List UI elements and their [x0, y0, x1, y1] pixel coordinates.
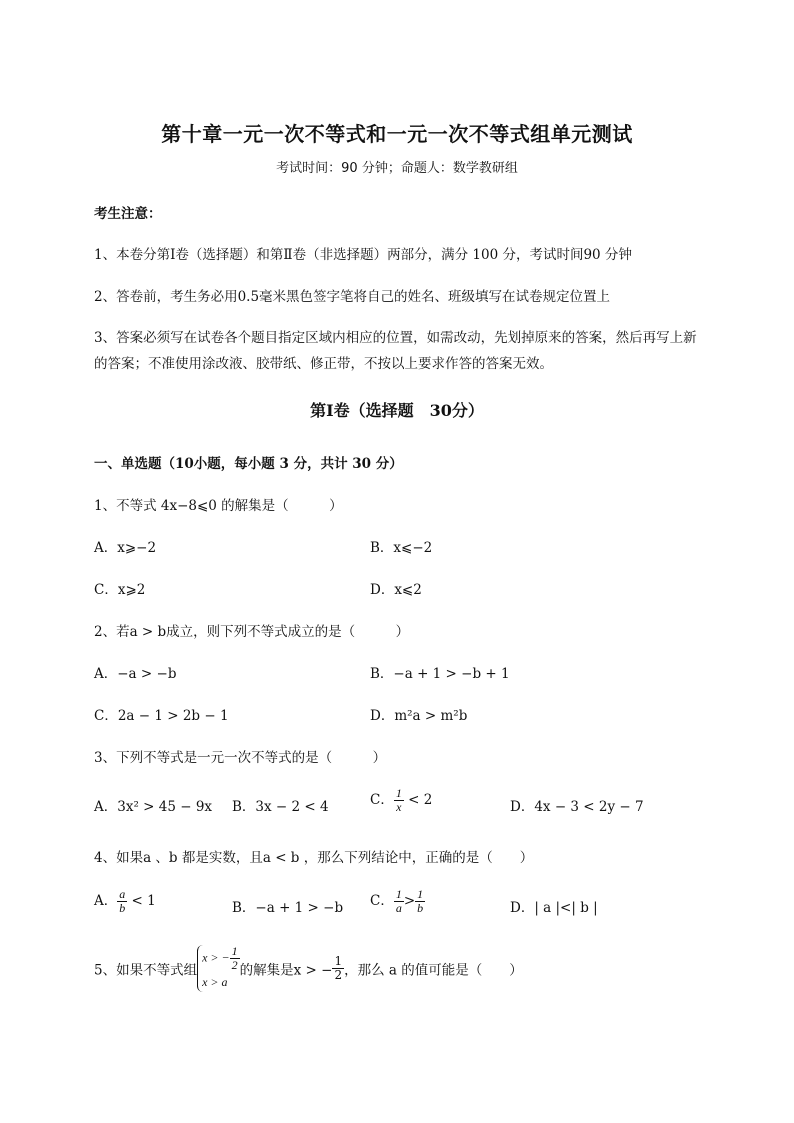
page-subtitle: 考试时间：90 分钟；命题人：数学教研组: [276, 161, 518, 176]
q1-option-d[interactable]: D．x⩽2: [370, 582, 422, 598]
question-4-text: 4、如果a 、b 都是实数，且a < b ，那么下列结论中，正确的是（ ）: [94, 850, 534, 866]
q5-mid-num: 1: [334, 954, 343, 968]
notice-item-3-cont: 的答案；不准使用涂改液、胶带纸、修正带，不按以上要求作答的答案无效。: [94, 356, 553, 372]
q3-option-a[interactable]: A．3x² > 45 − 9x: [94, 799, 213, 815]
q2-option-a[interactable]: A．−a > −b: [94, 666, 177, 682]
q4-option-c-mid: >: [403, 893, 416, 909]
q4-option-a-num: a: [119, 887, 126, 901]
q3-option-c-num: 1: [395, 786, 402, 800]
q2-option-d[interactable]: D．m²a > m²b: [370, 708, 468, 724]
q4-option-c-den-2: b: [417, 901, 424, 915]
q4-option-c-den-1: a: [395, 901, 402, 915]
part-heading: 一、单选题（10小题，每小题 3 分，共计 30 分）: [94, 456, 403, 472]
q4-option-c-fraction-1: [394, 888, 404, 915]
q1-option-b[interactable]: B．x⩽−2: [370, 540, 433, 556]
q5-suffix: ，那么 a 的值可能是（ ）: [344, 962, 523, 979]
q5-prefix: 5、如果不等式组: [94, 962, 198, 979]
q4-option-c-fraction-2: [415, 888, 425, 915]
question-3-text: 3、下列不等式是一元一次不等式的是（ ）: [94, 750, 387, 766]
q4-option-a[interactable]: [94, 888, 156, 915]
question-1-text: 1、不等式 4x−8⩽0 的解集是（ ）: [94, 498, 343, 514]
q2-option-b[interactable]: B．−a + 1 > −b + 1: [370, 666, 510, 682]
q3-option-d[interactable]: D．4x − 3 < 2y − 7: [510, 799, 644, 815]
q5-mid-den: 2: [334, 968, 343, 982]
q5-line1-den: 2: [231, 958, 238, 972]
q3-option-b[interactable]: B．3x − 2 < 4: [232, 799, 329, 815]
notice-heading: 考生注意：: [94, 206, 162, 222]
q5-inequality-system: [197, 945, 240, 992]
section-title: 第Ⅰ卷（选择题 30分）: [310, 401, 484, 420]
q4-option-d[interactable]: D．| a |<| b |: [510, 900, 598, 916]
q4-option-c-num-2: 1: [417, 887, 424, 901]
notice-item-1: 1、本卷分第Ⅰ卷（选择题）和第Ⅱ卷（非选择题）两部分，满分 100 分，考试时间90 分钟: [94, 247, 632, 263]
page-title: 第十章一元一次不等式和一元一次不等式组单元测试: [161, 122, 633, 146]
q5-line1-left: x > −: [202, 950, 230, 965]
q1-option-a[interactable]: A．x⩾−2: [94, 540, 157, 556]
q3-option-c-prefix: C．: [370, 792, 394, 808]
q3-option-c[interactable]: [370, 787, 432, 814]
question-5-text: [94, 945, 523, 992]
q5-system-line-2: x > a: [202, 975, 228, 989]
q5-mid-fraction: [332, 955, 344, 982]
q4-option-c-prefix: C．: [370, 893, 394, 909]
q2-option-c[interactable]: C．2a − 1 > 2b − 1: [94, 708, 229, 724]
q3-option-c-den: x: [396, 800, 402, 814]
q4-option-a-den: b: [119, 901, 126, 915]
q3-option-c-fraction: [394, 787, 404, 814]
question-2-text: 2、若a > b成立，则下列不等式成立的是（ ）: [94, 624, 410, 640]
q3-option-c-suffix: < 2: [408, 792, 433, 808]
notice-item-3: 3、答案必须写在试卷各个题目指定区域内相应的位置，如需改动，先划掉原来的答案，然后再写上新: [94, 330, 697, 346]
q4-option-b[interactable]: B．−a + 1 > −b: [232, 900, 344, 916]
q4-option-c-num-1: 1: [395, 887, 402, 901]
q4-option-a-suffix: < 1: [131, 893, 156, 909]
q5-mid: 的解集是x > −: [239, 962, 333, 979]
q1-option-c[interactable]: C．x⩾2: [94, 582, 146, 598]
q5-line1-num: 1: [231, 944, 238, 958]
q4-option-a-fraction: [117, 888, 127, 915]
notice-item-2: 2、答卷前，考生务必用0.5毫米黑色签字笔将自己的姓名、班级填写在试卷规定位置上: [94, 289, 611, 305]
q5-system-line-1: [202, 945, 240, 972]
q4-option-a-prefix: A．: [94, 893, 118, 909]
q5-line1-fraction: [230, 945, 240, 972]
q4-option-c[interactable]: [370, 888, 425, 915]
